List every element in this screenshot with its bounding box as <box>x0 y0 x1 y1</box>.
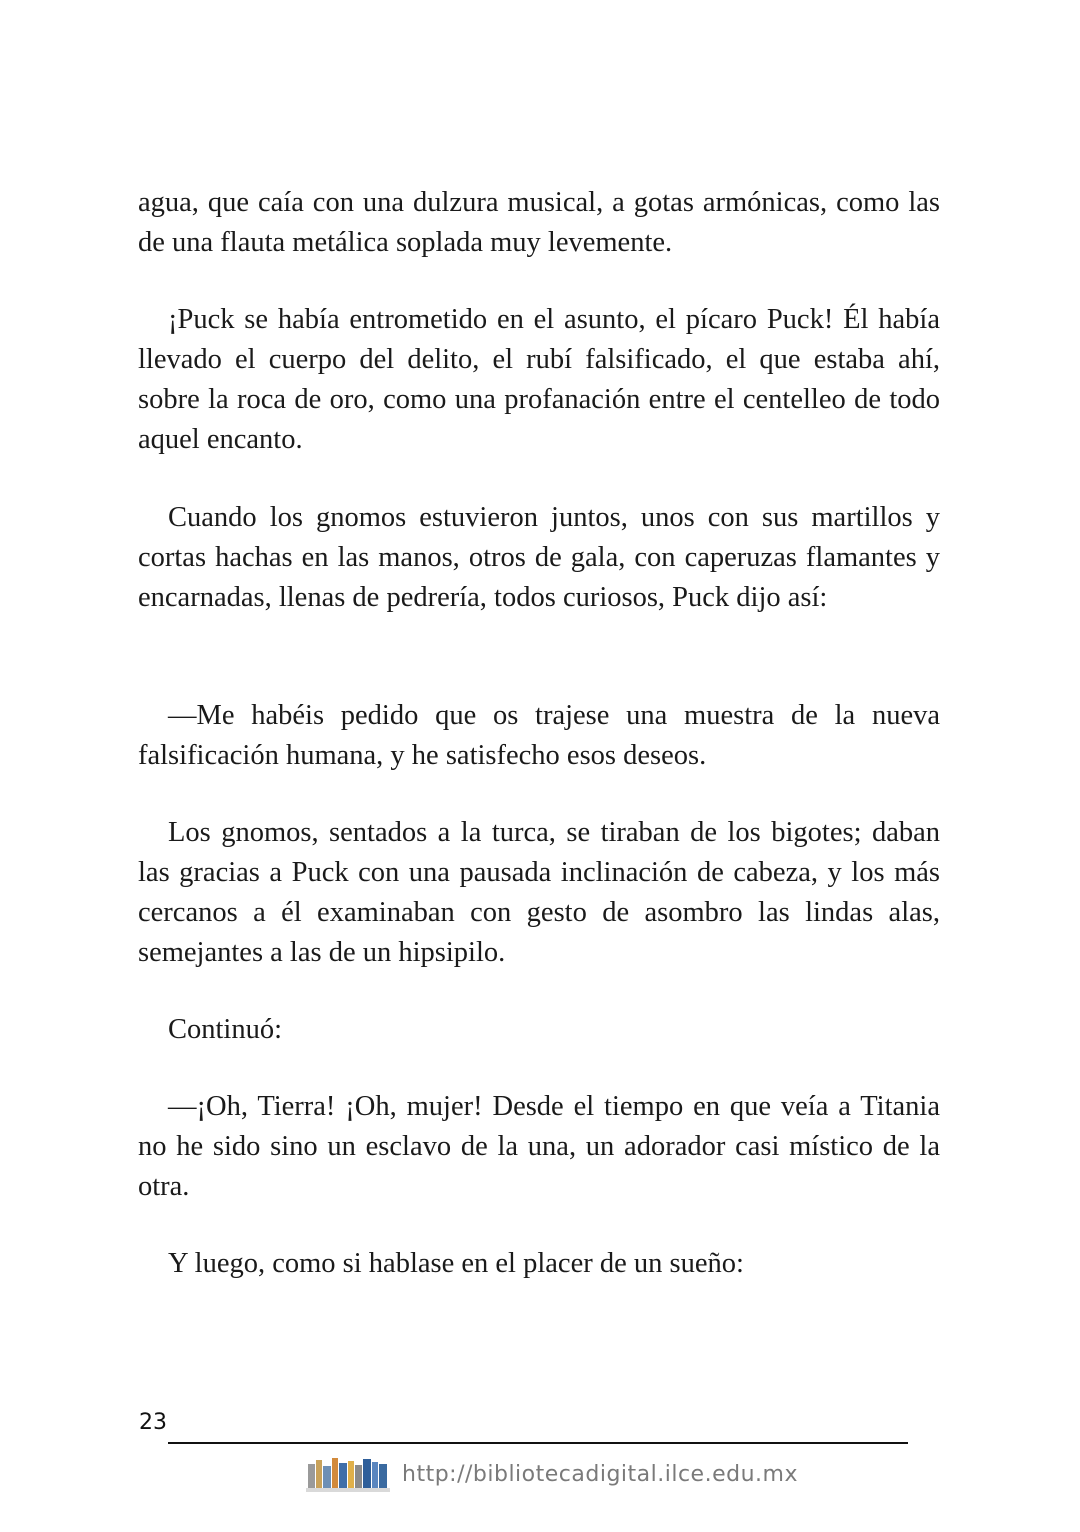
footer-url[interactable]: http://bibliotecadigital.ilce.edu.mx <box>402 1462 798 1487</box>
paragraph-dream: Y luego, como si hablase en el placer de un sueño: <box>168 1248 744 1279</box>
paragraph-puck-intro: ¡Puck se había entrometido en el asunto, el pícaro Puck! Él había llevado el cuerpo del delito, el rubí falsificado, el que estaba ahí, sobre la roca de oro, como una profanación entre el centelleo de todo aquel encanto. <box>138 304 940 455</box>
paragraph-gnomes-react: Los gnomos, sentados a la turca, se tiraban de los bigotes; daban las gracias a Puck con una pausada inclinación de cabeza, y los más cercanos a él examinaban con gesto de asombro las lindas alas, semejantes a las de un hipsipilo. <box>138 817 940 968</box>
paragraph-continuation: agua, que caía con una dulzura musical, a gotas armónicas, como las de una flauta metálica soplada muy levemente. <box>138 187 940 258</box>
footer-divider <box>168 1442 908 1444</box>
paragraph-puck-speech-1: —Me habéis pedido que os trajese una muestra de la nueva falsificación humana, y he satisfecho esos deseos. <box>138 700 940 771</box>
paragraph-gnomes-gather: Cuando los gnomos estuvieron juntos, unos con sus martillos y cortas hachas en las manos, otros de gala, con caperuzas flamantes y encarnadas, llenas de pedrería, todos curiosos, Puck dijo así: <box>138 502 940 613</box>
paragraph-continued: Continuó: <box>168 1014 283 1045</box>
paragraph-puck-speech-2: —¡Oh, Tierra! ¡Oh, mujer! Desde el tiempo en que veía a Titania no he sido sino un esclavo de la una, un adorador casi místico de la otra. <box>138 1091 940 1202</box>
bookshelf-logo-icon <box>306 1452 390 1494</box>
page-number: 23 <box>139 1410 167 1435</box>
